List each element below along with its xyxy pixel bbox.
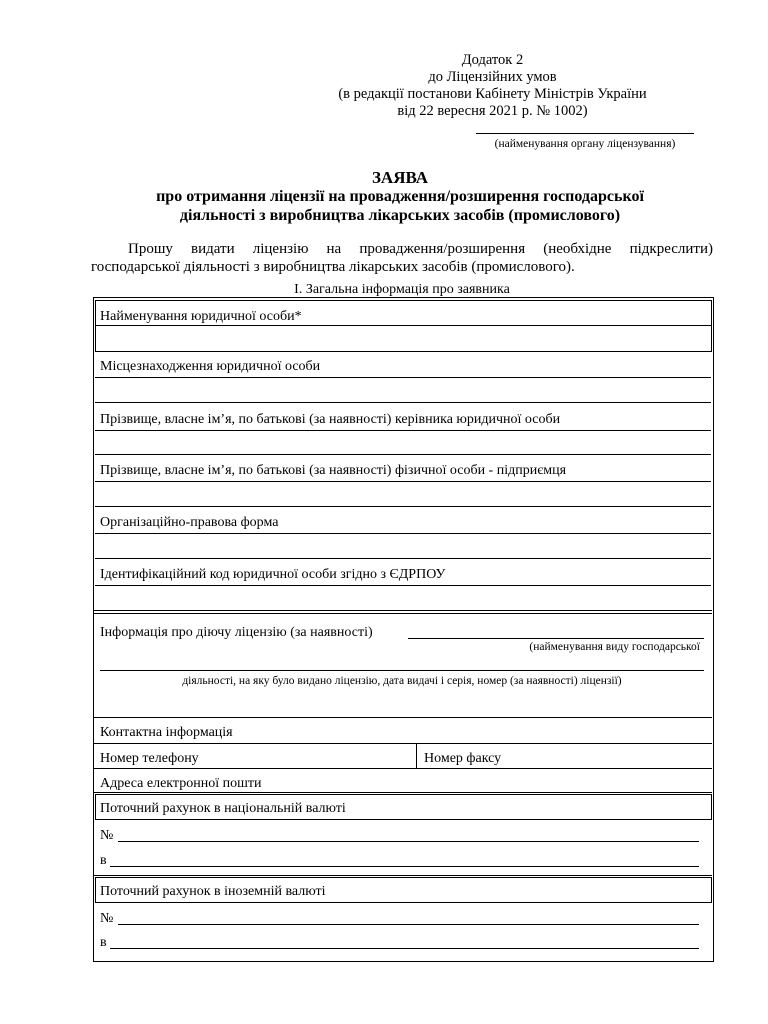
entrepreneur-name-label: Прізвище, власне ім’я, по батькові (за наявності) фізичної особи - підприємця <box>100 463 567 478</box>
license-info-line-1[interactable] <box>408 638 704 639</box>
account-national-label: Поточний рахунок в національній валюті <box>100 801 346 816</box>
legal-entity-name-field[interactable] <box>97 328 708 348</box>
appendix-label: Додаток 2 <box>461 52 524 68</box>
section-heading: I. Загальна інформація про заявника <box>294 282 510 297</box>
form-title: ЗАЯВА <box>371 168 429 187</box>
appendix-reference: до Ліцензійних умов <box>428 69 557 85</box>
account-foreign-number-prefix: № <box>100 911 114 926</box>
email-label: Адреса електронної пошти <box>100 776 262 791</box>
account-national-bank-field[interactable] <box>110 866 699 867</box>
account-foreign-label: Поточний рахунок в іноземній валюті <box>100 884 326 899</box>
form-subtitle-2: діяльності з виробництва лікарських засобів (промислового) <box>179 207 621 224</box>
entrepreneur-name-field[interactable] <box>97 483 708 505</box>
account-national-number-prefix: № <box>100 828 114 843</box>
fax-label: Номер факсу <box>424 751 502 766</box>
legal-address-label: Місцезнаходження юридичної особи <box>100 359 321 374</box>
authority-line <box>476 133 694 134</box>
edrpou-code-label: Ідентифікаційний код юридичної особи згідно з ЄДРПОУ <box>100 567 446 582</box>
license-info-label: Інформація про діючу ліцензію (за наявності) <box>100 625 373 640</box>
legal-address-field[interactable] <box>97 379 708 401</box>
form-subtitle-1: про отримання ліцензії на провадження/розширення господарської <box>156 188 644 205</box>
appendix-date: від 22 вересня 2021 р. № 1002) <box>397 103 588 119</box>
license-info-line-2[interactable] <box>100 670 704 671</box>
director-name-label: Прізвище, власне ім’я, по батькові (за наявності) керівника юридичної особи <box>100 412 561 427</box>
legal-form-label: Організаційно-правова форма <box>100 515 279 530</box>
legal-form-field[interactable] <box>97 535 708 557</box>
legal-entity-name-label: Найменування юридичної особи* <box>100 309 302 324</box>
appendix-edition: (в редакції постанови Кабінету Міністрів України <box>338 86 647 102</box>
director-name-field[interactable] <box>97 432 708 453</box>
edrpou-code-field[interactable] <box>97 587 708 609</box>
account-foreign-number-field[interactable] <box>118 924 699 925</box>
intro-line-1: Прошу видати ліцензію на провадження/розширення (необхідне підкреслити) <box>128 241 713 257</box>
license-caption-2: діяльності, на яку було видано ліцензію, дата видачі і серія, номер (за наявності) ліцензії) <box>182 675 622 687</box>
contact-info-label: Контактна інформація <box>100 725 233 740</box>
phone-label: Номер телефону <box>100 751 199 766</box>
account-foreign-bank-field[interactable] <box>110 948 699 949</box>
license-caption-1: (найменування виду господарської <box>529 641 700 653</box>
authority-caption: (найменування органу ліцензування) <box>494 138 676 150</box>
account-foreign-bank-prefix: в <box>100 935 107 950</box>
phone-fax-divider <box>416 744 417 768</box>
account-national-bank-prefix: в <box>100 853 107 868</box>
account-national-number-field[interactable] <box>118 841 699 842</box>
intro-line-2: господарської діяльності з виробництва лікарських засобів (промислового). <box>91 259 575 275</box>
